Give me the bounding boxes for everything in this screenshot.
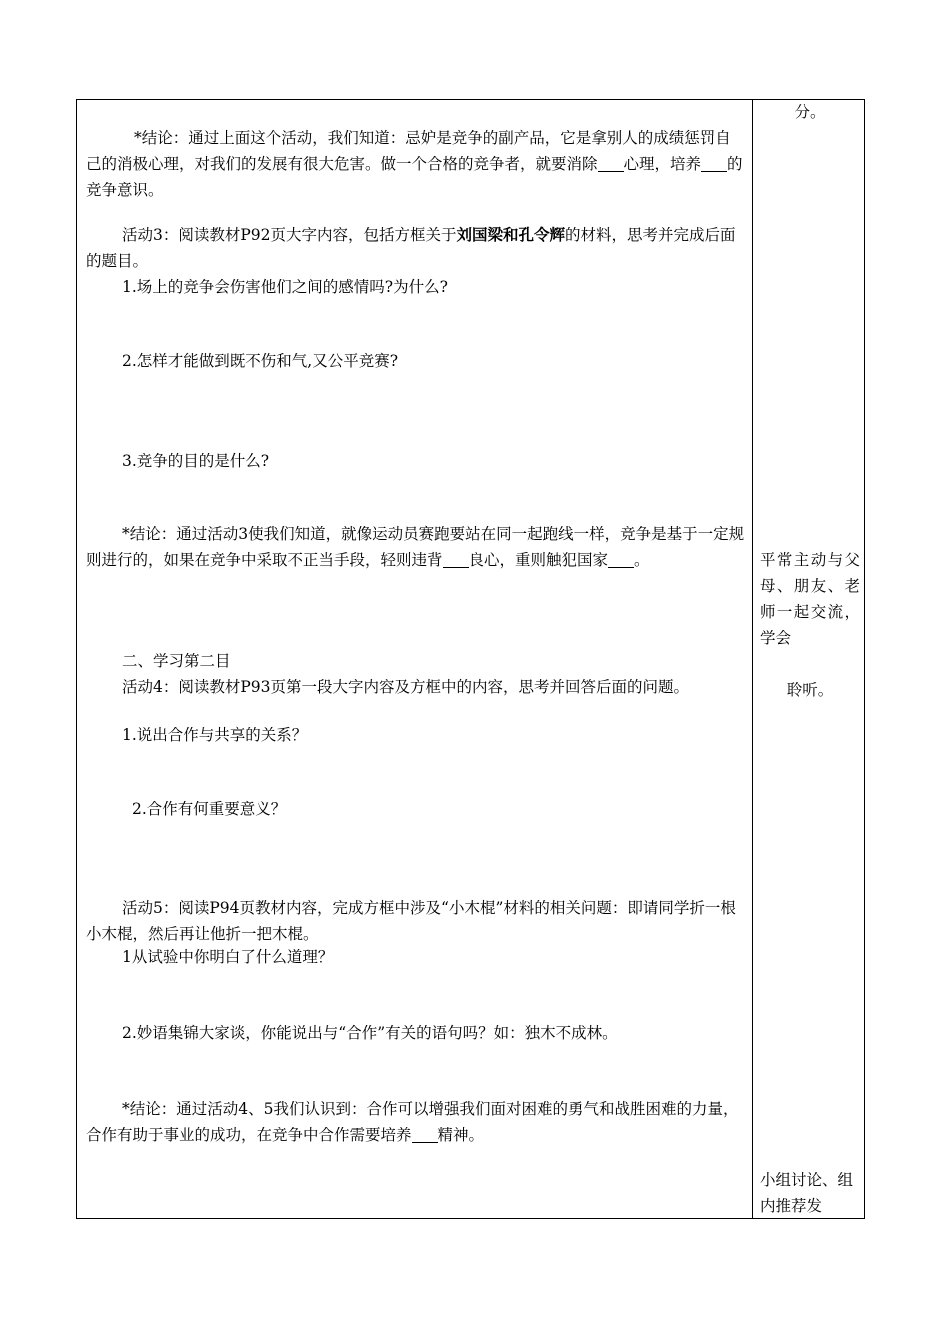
side-note-1: 分。: [794, 103, 826, 121]
conclusion-2-text-c: 。: [634, 551, 650, 569]
conclusion-2: [86, 521, 746, 573]
question-1: 1.场上的竞争会伤害他们之间的感情吗?为什么?: [122, 278, 448, 296]
activity-3: [86, 222, 746, 274]
fill-blank: [608, 549, 634, 568]
side-note-2: 平常主动与父母、朋友、老师一起交流，学会: [760, 551, 860, 647]
fill-blank: [443, 549, 469, 568]
side-note-3: 聆听。: [786, 681, 834, 699]
conclusion-2-text-a: *结论：通过活动3使我们知道，就像运动员赛跑要站在同一起跑线一样，竞争是基于一定规则进行的，如果在竞争中采取不正当手段，轻则违背: [86, 525, 745, 569]
question-2: 2.怎样才能做到既不伤和气,又公平竞赛?: [122, 352, 399, 370]
fill-blank: [701, 153, 727, 172]
activity-4-question-1: 1.说出合作与共享的关系？: [122, 726, 308, 744]
conclusion-1-text-b: 心理，培养: [623, 155, 702, 173]
conclusion-2-text-b: 良心，重则触犯国家: [468, 551, 609, 569]
activity-4: 活动4：阅读教材P93页第一段大字内容及方框中的内容，思考并回答后面的问题。: [122, 678, 690, 696]
fill-blank: [412, 1124, 438, 1143]
activity-5: 活动5：阅读P94页教材内容，完成方框中涉及“小木棍”材料的相关问题：即请同学折一根小木棍，然后再让他折一把木棍。: [86, 899, 736, 943]
activity-5-question-1: 1从试验中你明白了什么道理？: [122, 948, 334, 966]
question-3: 3.竞争的目的是什么?: [122, 452, 270, 470]
conclusion-3-text-a: *结论：通过活动4、5我们认识到：合作可以增强我们面对困难的勇气和战胜困难的力量，合作有助于事业的成功，在竞争中合作需要培养: [86, 1100, 739, 1144]
conclusion-1-text-a: *结论：通过上面这个活动，我们知道：忌妒是竞争的副产品，它是拿别人的成绩惩罚自己的消极心理，对我们的发展有很大危害。做一个合格的竞争者，就要消除: [86, 129, 731, 173]
section-2-heading: 二、学习第二目: [122, 652, 231, 670]
conclusion-3-text-b: 精神。: [437, 1126, 485, 1144]
conclusion-1-text-c: 的竞争意识。: [86, 155, 743, 199]
activity-4-question-2: 2.合作有何重要意义？: [132, 800, 287, 818]
activity-5-question-2: 2.妙语集锦大家谈，你能说出与“合作”有关的语句吗？如：独木不成林。: [122, 1024, 618, 1042]
conclusion-1: [86, 125, 746, 203]
activity-3-text: 活动3：阅读教材P92页大字内容，包括方框关于: [122, 226, 457, 244]
activity-3-text-b: 的材料，思考并完成后面的题目。: [86, 226, 736, 270]
activity-3-bold: 刘国梁和孔令辉: [456, 225, 566, 244]
column-divider: [752, 99, 753, 1219]
side-note-4: 小组讨论、组内推荐发: [760, 1171, 854, 1215]
fill-blank: [598, 153, 624, 172]
conclusion-3: [86, 1096, 746, 1148]
